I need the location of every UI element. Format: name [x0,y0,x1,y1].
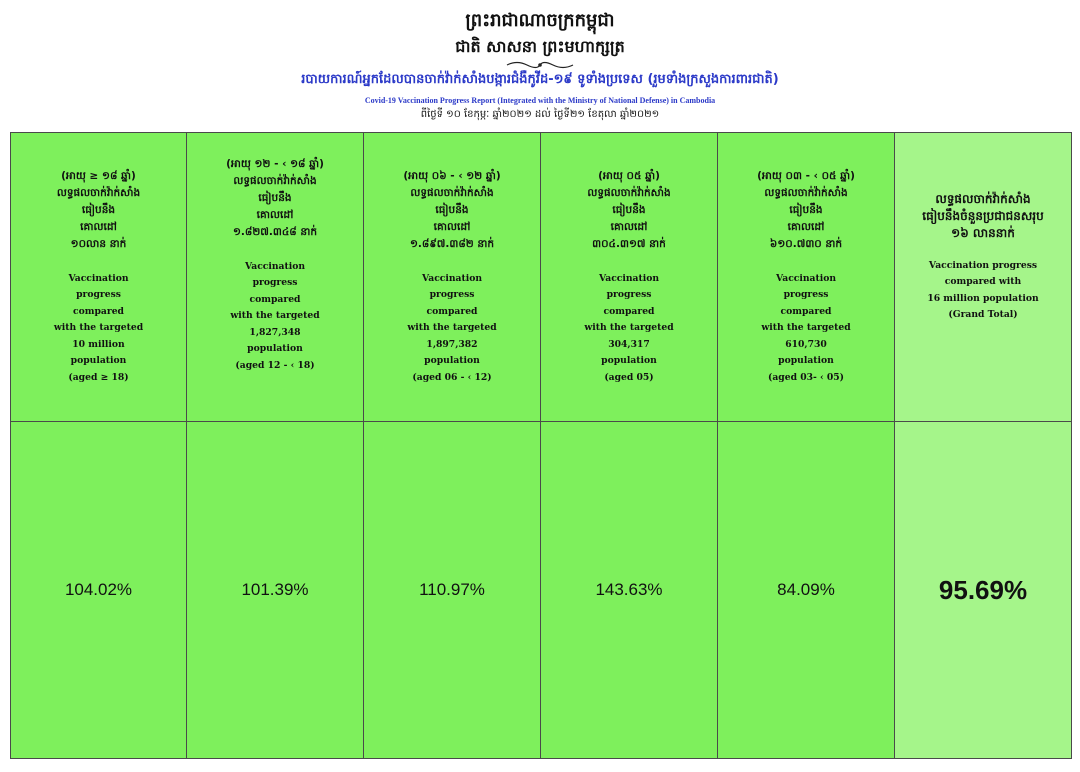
percent-value-total: 95.69% [938,574,1028,605]
table-values-row [11,422,1072,759]
en-line: (aged 12 - ‹ 18) [235,359,315,371]
kh-line: ធៀបនឹង [435,203,469,216]
kh-line: (អាយុ ០៣ - ‹ ០៥ ឆ្នាំ) [757,169,855,182]
kh-line: ៦១០.៧៣០ នាក់ [769,237,843,250]
en-line: Vaccination [68,272,129,284]
column-header-grand-total [895,133,1072,422]
en-line: Vaccination [421,272,483,284]
column-header-aged-18-plus [11,133,187,422]
report-date-range: ពីថ្ងៃទី ១០ ខែកុម្ភៈ ឆ្នាំ២០២១ ដល់ ថ្ងៃទី២១ ខែតុលា ឆ្នាំ២០២១ [420,109,660,120]
en-line: progress [429,289,475,301]
en-line: Vaccination [598,272,660,284]
en-line: progress [606,289,652,301]
en-line: with the targeted [230,310,320,322]
en-line: compared [249,293,301,305]
en-line: Vaccination progress [928,259,1038,271]
en-line: 1,827,348 [249,326,301,338]
table-header-row [11,133,1072,422]
en-line: 10 million [72,338,125,350]
column-header-aged-12-18 [187,133,364,422]
kh-line: លទ្ធផលចាក់វ៉ាក់សាំង [233,174,317,187]
percent-value: 101.39% [241,580,309,599]
en-line: progress [783,289,829,301]
kh-line: គោលដៅ [433,220,471,233]
en-line: 16 million population [927,292,1039,304]
kh-line: ធៀបនឹង [789,203,823,216]
en-line: compared [73,305,124,317]
column-header-aged-03-05 [718,133,895,422]
en-line: (aged 03- ‹ 05) [768,371,844,383]
kh-line: ធៀបនឹងចំនួនប្រជាជនសរុប [922,208,1044,223]
kh-line: លទ្ធផលចាក់វ៉ាក់សាំង [587,186,671,199]
kh-line: លទ្ធផលចាក់វ៉ាក់សាំង [56,186,141,199]
en-line: 304,317 [608,338,650,350]
kh-line: ១.៨២៧.៣៤៨ នាក់ [232,225,318,238]
en-line: progress [76,289,121,301]
en-line: (Grand Total) [948,309,1018,320]
kh-line: គោលដៅ [610,220,648,233]
percent-value: 110.97% [419,580,485,599]
vaccination-progress-table [10,132,1072,759]
kingdom-title: ព្រះរាជាណាចក្រកម្ពុជា [465,10,615,31]
ornament-icon [505,60,575,70]
percent-cell [364,422,541,759]
en-line: with the targeted [584,322,674,334]
kh-line: លទ្ធផលចាក់វ៉ាក់សាំង [935,191,1031,206]
kh-line: លទ្ធផលចាក់វ៉ាក់សាំង [410,186,494,199]
en-line: with the targeted [53,322,144,334]
en-line: population [247,343,303,355]
kh-line: ធៀបនឹង [258,191,292,204]
en-line: Vaccination [244,260,306,272]
report-header [0,0,1080,128]
kh-line: ធៀបនឹង [612,203,646,216]
kh-line: ៣០៤.៣១៧ នាក់ [592,237,666,250]
kh-line: (អាយុ ០៦ - ‹ ១២ ឆ្នាំ) [403,169,501,182]
en-line: with the targeted [407,322,497,334]
en-line: compared [780,305,832,317]
kh-line: (អាយុ ≥ ១៨ ឆ្នាំ) [61,169,136,182]
en-line: Vaccination [775,272,837,284]
percent-value: 84.09% [777,580,835,599]
kh-line: ធៀបនឹង [81,203,116,216]
percent-cell [718,422,895,759]
en-line: 1,897,382 [426,338,478,350]
report-title-english: Covid-19 Vaccination Progress Report (Integrated with the Ministry of National Defense) in Cambodia [364,96,716,105]
en-line: (aged 06 - ‹ 12) [412,371,492,383]
kh-line: គោលដៅ [256,208,294,221]
en-line: progress [252,277,298,289]
en-line: population [70,355,127,367]
kh-line: គោលដៅ [80,220,117,233]
percent-cell [541,422,718,759]
en-line: 610,730 [785,338,827,350]
en-line: (aged ≥ 18) [68,371,129,383]
kh-line: ១០លាន នាក់ [70,237,127,250]
kh-line: គោលដៅ [787,220,825,233]
kh-line: (អាយុ ១២ - ‹ ១៨ ឆ្នាំ) [226,157,324,170]
en-line: compared with [944,276,1022,287]
percent-cell [187,422,364,759]
kh-line: (អាយុ ០៥ ឆ្នាំ) [598,169,660,182]
column-header-aged-05 [541,133,718,422]
en-line: compared [603,305,655,317]
en-line: population [601,355,657,367]
kh-line: ១៦ លាននាក់ [951,225,1015,240]
percent-value: 104.02% [64,580,133,599]
motto-title: ជាតិ សាសនា ព្រះមហាក្សត្រ [455,37,625,56]
percent-cell-total [895,422,1072,759]
percent-cell [11,422,187,759]
percent-value: 143.63% [595,580,663,599]
column-header-aged-06-12 [364,133,541,422]
kh-line: ១.៨៩៧.៣៨២ នាក់ [409,237,495,250]
report-title-khmer: របាយការណ៍អ្នកដែលបានចាក់វ៉ាក់សាំងបង្ការជំងឺកូវីដ-១៩ ទូទាំងប្រទេស (រួមទាំងក្រសួងការពារជាតិ) [301,72,779,87]
en-line: population [778,355,834,367]
en-line: compared [426,305,478,317]
en-line: with the targeted [761,322,851,334]
en-line: (aged 05) [604,371,654,383]
kh-line: លទ្ធផលចាក់វ៉ាក់សាំង [764,186,848,199]
en-line: population [424,355,480,367]
